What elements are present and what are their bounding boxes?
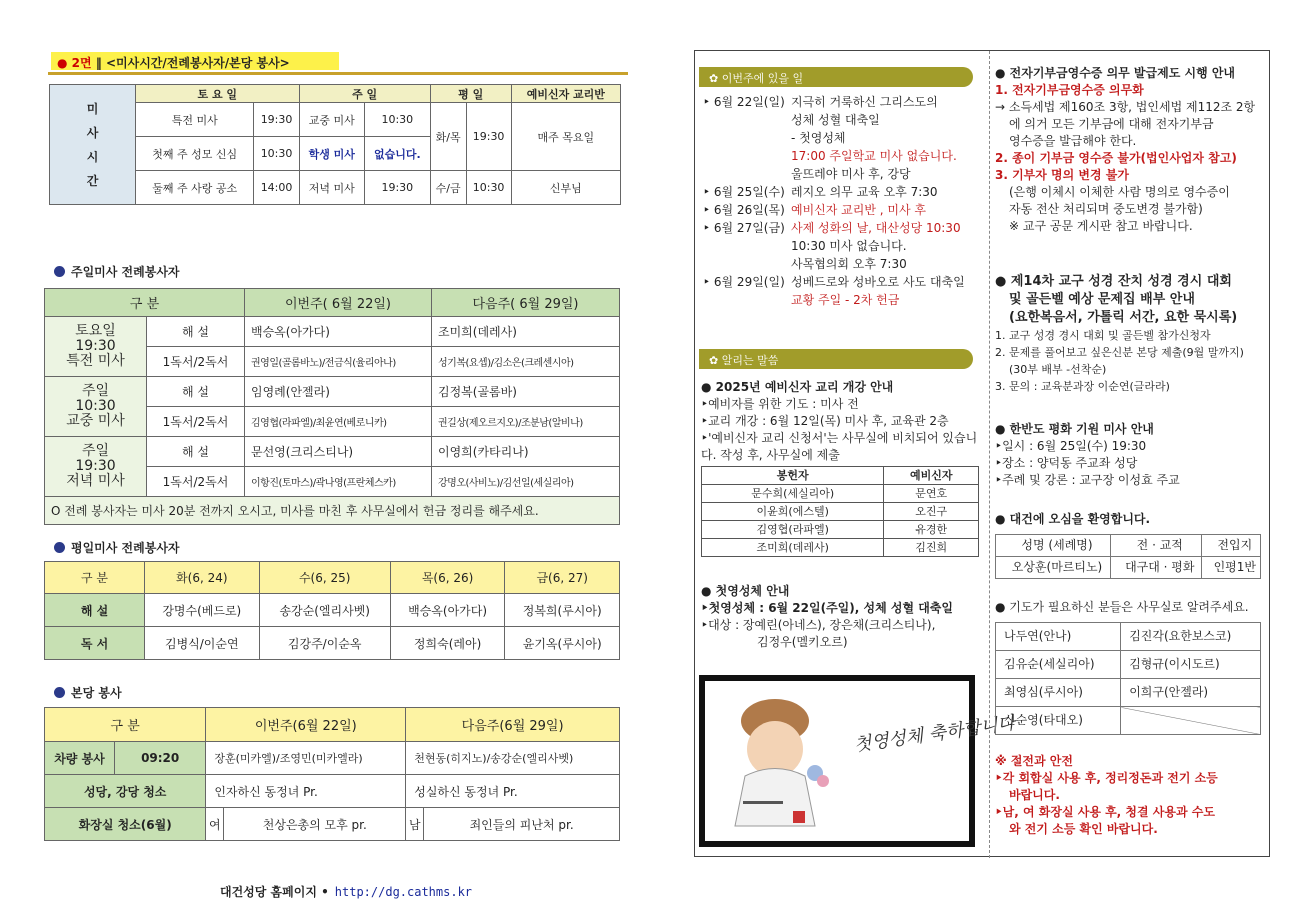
- cell: 신부님: [511, 171, 620, 205]
- cell: 신순영(타대오): [996, 707, 1121, 735]
- cell: 오진구: [884, 503, 979, 521]
- col-saturday: 토 요 일: [136, 85, 300, 103]
- cell: 이희구(안젤라): [1121, 679, 1261, 707]
- week-text: 성체 성혈 대축일: [791, 113, 880, 127]
- bible-contest-notice: ● 제14차 교구 성경 잔치 성경 경시 대회 및 골든벨 예상 문제집 배부 안내 (요한복음서, 가톨릭 서간, 요한 묵시록) 1. 교구 성경 경시 대회 및 골든벨 참가신청자 2. 문제를 풀어보고 싶은신분 본당 제출(9월 말까지) (30부 배부 -선착순) 3. 문의 : 교육분과장 이순연(글라라): [995, 274, 1244, 393]
- mass-label: 주일 19:30 저녁 미사: [45, 437, 147, 497]
- cell: 해 설: [147, 437, 245, 467]
- this-week-banner: ✿ 이번주에 있을 일: [699, 67, 973, 87]
- cell: 이윤희(에스텔): [702, 503, 884, 521]
- week-item: [703, 201, 987, 219]
- cell: 유경한: [884, 521, 979, 539]
- header-cell: 화(6, 24): [145, 562, 260, 594]
- prayer-request: ● 기도가 필요하신 분들은 사무실로 알려주세요. 나두연(안나) 김진각(요한보스코) 김유순(세실리아) 김형규(이시도르) 최영심(루시아) 이희구(안젤라) 신순영(타대오): [995, 599, 1267, 735]
- section-title: <미사시간/전례봉사자/본당 봉사>: [105, 56, 290, 70]
- header-cell: 다음주(6월 29일): [406, 708, 620, 742]
- cell: 10:30: [254, 137, 299, 171]
- header-cell: 구 분: [45, 562, 145, 594]
- sponsor-table: [701, 466, 979, 557]
- fc-title: ● 첫영성체 안내: [701, 584, 790, 598]
- cell: 김강주/이순옥: [259, 627, 390, 660]
- cell: 백승옥(아가다): [390, 594, 505, 627]
- week-text: 레지오 의무 교육 오후 7:30: [791, 185, 938, 199]
- welcome-table: [995, 534, 1261, 579]
- week-date: [703, 255, 791, 273]
- week-item: [703, 111, 987, 129]
- cell: 없습니다.: [364, 137, 430, 171]
- line: ‣교리 개강 : 6월 12일(목) 미사 후, 교육관 2층: [701, 414, 949, 428]
- cell: 특전 미사: [136, 103, 254, 137]
- cell: 권길상(제오르지오)/조분남(알비나): [432, 407, 620, 437]
- week-text: 17:00 주일학교 미사 없습니다.: [791, 149, 957, 163]
- week-date: [703, 291, 791, 309]
- tax-title: ● 전자기부금영수증 의무 발급제도 시행 안내: [995, 66, 1236, 80]
- first-communion-notice: [701, 583, 985, 651]
- cell: 첫째 주 성모 신심: [136, 137, 254, 171]
- section-tag: [51, 52, 339, 70]
- row-label: 해 설: [45, 594, 145, 627]
- cell: 화/목: [430, 103, 466, 171]
- mass-side-label: 미 사 시 간: [50, 85, 136, 205]
- row-label: 성당, 강당 청소: [45, 775, 206, 808]
- cell: 인평1반: [1201, 557, 1260, 579]
- cell: 저녁 미사: [299, 171, 364, 205]
- week-item: [703, 147, 987, 165]
- cell: 윤기옥(루시아): [505, 627, 620, 660]
- cell: 1독서/2독서: [147, 347, 245, 377]
- week-date: ‣ 6월 27일(금): [703, 221, 785, 235]
- week-text: 울뜨레야 미사 후, 강당: [791, 167, 911, 181]
- week-item: [703, 255, 987, 273]
- empty-cell: [1121, 707, 1261, 735]
- header-cell: 구 분: [45, 708, 206, 742]
- header-cell: 전입지: [1201, 535, 1260, 557]
- right-panel: [694, 50, 1270, 857]
- week-item: [703, 183, 987, 201]
- cell: 문수희(세실리아): [702, 485, 884, 503]
- header-cell: 수(6, 25): [259, 562, 390, 594]
- cell: 강명수(베드로): [145, 594, 260, 627]
- servers-note: O 전례 봉사자는 미사 20분 전까지 오시고, 미사를 마친 후 사무실에서 헌금 정리를 해주세요.: [45, 497, 620, 525]
- cell: 조미희(데레사): [432, 317, 620, 347]
- cell: 송강순(엘리사벳): [259, 594, 390, 627]
- cell: 1독서/2독서: [147, 407, 245, 437]
- week-date: [703, 129, 791, 147]
- col-weekday: 평 일: [430, 85, 511, 103]
- cell: 김유순(세실리아): [996, 651, 1121, 679]
- header-cell: 이번주(6월 22일): [206, 708, 406, 742]
- cell: 백승옥(아가다): [245, 317, 432, 347]
- header-cell: 다음주( 6월 29일): [432, 289, 620, 317]
- homepage-link[interactable]: http://dg.cathms.kr: [334, 885, 473, 899]
- cell: 천상은총의 모후 pr.: [224, 808, 406, 841]
- week-text: 교황 주일 - 2차 헌금: [791, 293, 900, 307]
- week-item: [703, 237, 987, 255]
- first-communion-picture: [699, 675, 1017, 847]
- mass-label: 주일 10:30 교중 미사: [45, 377, 147, 437]
- line: ‣대상 : 장예린(아네스), 장은채(크리스티나),: [701, 618, 936, 632]
- week-text: 성베드로와 성바오로 사도 대축일: [791, 275, 965, 289]
- cell: 10:30: [364, 103, 430, 137]
- cell: 정복희(루시아): [505, 594, 620, 627]
- week-items: [703, 93, 987, 309]
- notice-banner: ✿ 알리는 말씀: [699, 349, 973, 369]
- cell: 김영협(라파엘)/최윤연(베로니카): [245, 407, 432, 437]
- header-cell: 전 · 교적: [1110, 535, 1201, 557]
- cell: 장훈(미카엘)/조영민(미카엘라): [206, 742, 406, 775]
- catechumen-title: ● 2025년 예비신자 교리 개강 안내: [701, 380, 894, 394]
- col-catechumen: 예비신자 교리반: [511, 85, 620, 103]
- mass-label: 토요일 19:30 특전 미사: [45, 317, 147, 377]
- cell: 김정복(골롬바): [432, 377, 620, 407]
- artwork-caption: 첫영성체 축하합니다: [852, 712, 1017, 756]
- cell: 김진희: [884, 539, 979, 557]
- week-item: [703, 165, 987, 183]
- cell: 19:30: [254, 103, 299, 137]
- cell: 최영심(루시아): [996, 679, 1121, 707]
- line: ‣예비자를 위한 기도 : 미사 전: [701, 397, 859, 411]
- page-header: [48, 48, 628, 76]
- week-item: [703, 129, 987, 147]
- this-week-list: [703, 93, 987, 309]
- welcome-notice: ● 대건에 오심을 환영합니다. 성명 (세례명) 전 · 교적 전입지 오상훈(마르티노) 대구대 · 평화 인평1반: [995, 511, 1267, 579]
- cell: 1독서/2독서: [147, 467, 245, 497]
- cell: 강명오(사비노)/김선일(세실리아): [432, 467, 620, 497]
- prayer-table: [995, 622, 1261, 735]
- cell: 수/금: [430, 171, 466, 205]
- cell: 조미희(데레사): [702, 539, 884, 557]
- cell: 권영일(골롬바노)/전금식(율리아나): [245, 347, 432, 377]
- angel-illustration: [705, 681, 1017, 841]
- weekday-servers-table: [44, 561, 620, 660]
- week-item: [703, 273, 987, 291]
- cell: 임영례(안젤라): [245, 377, 432, 407]
- cell: 19:30: [364, 171, 430, 205]
- week-text: 사제 성화의 날, 대산성당 10:30: [791, 221, 961, 235]
- cell: 이영희(카타리나): [432, 437, 620, 467]
- cell: 김병식/이순연: [145, 627, 260, 660]
- row-label: 화장실 청소(6월): [45, 808, 206, 841]
- footer: 대건성당 홈페이지 • http://dg.cathms.kr: [220, 885, 473, 899]
- week-text: 예비신자 교리반 , 미사 후: [791, 203, 926, 217]
- week-text: - 첫영성체: [791, 131, 846, 145]
- weekday-title: 평일미사 전례봉사자: [54, 539, 180, 556]
- sunday-servers-table: [44, 288, 620, 525]
- peace-mass-notice: ● 한반도 평화 기원 미사 안내 ‣일시 : 6월 25일(수) 19:30 ‣장소 : 양덕동 주교좌 성당 ‣주례 및 강론 : 교구장 이성효 주교: [995, 422, 1180, 487]
- cell: 천현동(히지노)/송강순(엘리사벳): [406, 742, 620, 775]
- cell: 매주 목요일: [511, 103, 620, 171]
- week-date: ‣ 6월 26일(목): [703, 203, 785, 217]
- cell: 여: [206, 808, 224, 841]
- week-date: ‣ 6월 25일(수): [703, 185, 785, 199]
- week-date: [703, 165, 791, 183]
- cell: 김진각(요한보스코): [1121, 623, 1261, 651]
- cell: 10:30: [466, 171, 511, 205]
- cell: 인자하신 동정녀 Pr.: [206, 775, 406, 808]
- cell: 교중 미사: [299, 103, 364, 137]
- week-item: [703, 291, 987, 309]
- parish-service-table: [44, 707, 620, 841]
- sunday-title: 주일미사 전례봉사자: [54, 263, 180, 280]
- safety-notice: ※ 절전과 안전 ‣각 회합실 사용 후, 정리정돈과 전기 소등 바랍니다. ‣남, 여 화장실 사용 후, 청결 사용과 수도 와 전기 소등 확인 바랍니다.: [995, 754, 1218, 836]
- row-label: 독 서: [45, 627, 145, 660]
- line: 김정우(멜키오르): [757, 635, 848, 649]
- week-date: [703, 237, 791, 255]
- week-text: 사목협의회 오후 7:30: [791, 257, 907, 271]
- separator: ‖: [95, 56, 102, 70]
- header-cell: 성명 (세례명): [996, 535, 1111, 557]
- header-cell: 이번주( 6월 22일): [245, 289, 432, 317]
- cell: 14:00: [254, 171, 299, 205]
- header-cell: 금(6, 27): [505, 562, 620, 594]
- cell: 성실하신 동정녀 Pr.: [406, 775, 620, 808]
- week-date: [703, 147, 791, 165]
- cell: 죄인들의 피난처 pr.: [424, 808, 620, 841]
- week-text: 지극히 거룩하신 그리스도의: [791, 95, 938, 109]
- catechumen-notice: [701, 379, 985, 557]
- cell: 해 설: [147, 377, 245, 407]
- cell: 이항진(토마스)/곽나영(프란체스카): [245, 467, 432, 497]
- cell: 나두연(안나): [996, 623, 1121, 651]
- week-date: ‣ 6월 22일(일): [703, 95, 785, 109]
- cell: 오상훈(마르티노): [996, 557, 1111, 579]
- week-item: [703, 219, 987, 237]
- cell: 학생 미사: [299, 137, 364, 171]
- cell: 19:30: [466, 103, 511, 171]
- cell: 문연호: [884, 485, 979, 503]
- tax-receipt-notice: ● 전자기부금영수증 의무 발급제도 시행 안내 1. 전자기부금영수증 의무화 → 소득세법 제160조 3항, 법인세법 제112조 2항 에 의거 모든 기부금에 대해 전자기부금 영수증을 발급해야 한다. 2. 종이 기부금 영수증 불가(법인사업자 참고) 3. 기부자 명의 변경 불가 (은행 이체시 이체한 사람 명의로 영수증이 자동 전산 처리되며 중도변경 불가함) ※ 교구 공문 게시판 참고 바랍니다.: [995, 65, 1267, 235]
- header-cell: 봉헌자: [702, 467, 884, 485]
- week-item: [703, 93, 987, 111]
- cell: 김형규(이시도르): [1121, 651, 1261, 679]
- cell: 성기복(요셉)/김소은(크레센시아): [432, 347, 620, 377]
- week-date: [703, 111, 791, 129]
- cell: 09:20: [115, 742, 206, 775]
- bullet-icon: [54, 542, 65, 553]
- mass-schedule-table: [49, 84, 621, 205]
- cell: 정희숙(레아): [390, 627, 505, 660]
- cell: 김영협(라파엘): [702, 521, 884, 539]
- bullet-icon: [54, 266, 65, 277]
- bullet-icon: [54, 687, 65, 698]
- week-text: 10:30 미사 없습니다.: [791, 239, 907, 253]
- line: ‣'예비신자 교리 신청서'는 사무실에 비치되어 있습니다. 작성 후, 사무실에 제출: [701, 431, 978, 462]
- header-cell: 예비신자: [884, 467, 979, 485]
- cell: 문선영(크리스티나): [245, 437, 432, 467]
- row-label: 차량 봉사: [45, 742, 115, 775]
- header-cell: 목(6, 26): [390, 562, 505, 594]
- week-date: ‣ 6월 29일(일): [703, 275, 785, 289]
- header-cell: 구 분: [45, 289, 245, 317]
- cell: 해 설: [147, 317, 245, 347]
- col-sunday: 주 일: [299, 85, 430, 103]
- cell: 대구대 · 평화: [1110, 557, 1201, 579]
- header-rule: [48, 72, 628, 75]
- cell: 남: [406, 808, 424, 841]
- line: ‣첫영성체 : 6월 22일(주일), 성체 성혈 대축일: [701, 601, 953, 615]
- cell: 둘째 주 사랑 공소: [136, 171, 254, 205]
- parish-title: 본당 봉사: [54, 684, 122, 701]
- page-number: ● 2면: [57, 56, 92, 70]
